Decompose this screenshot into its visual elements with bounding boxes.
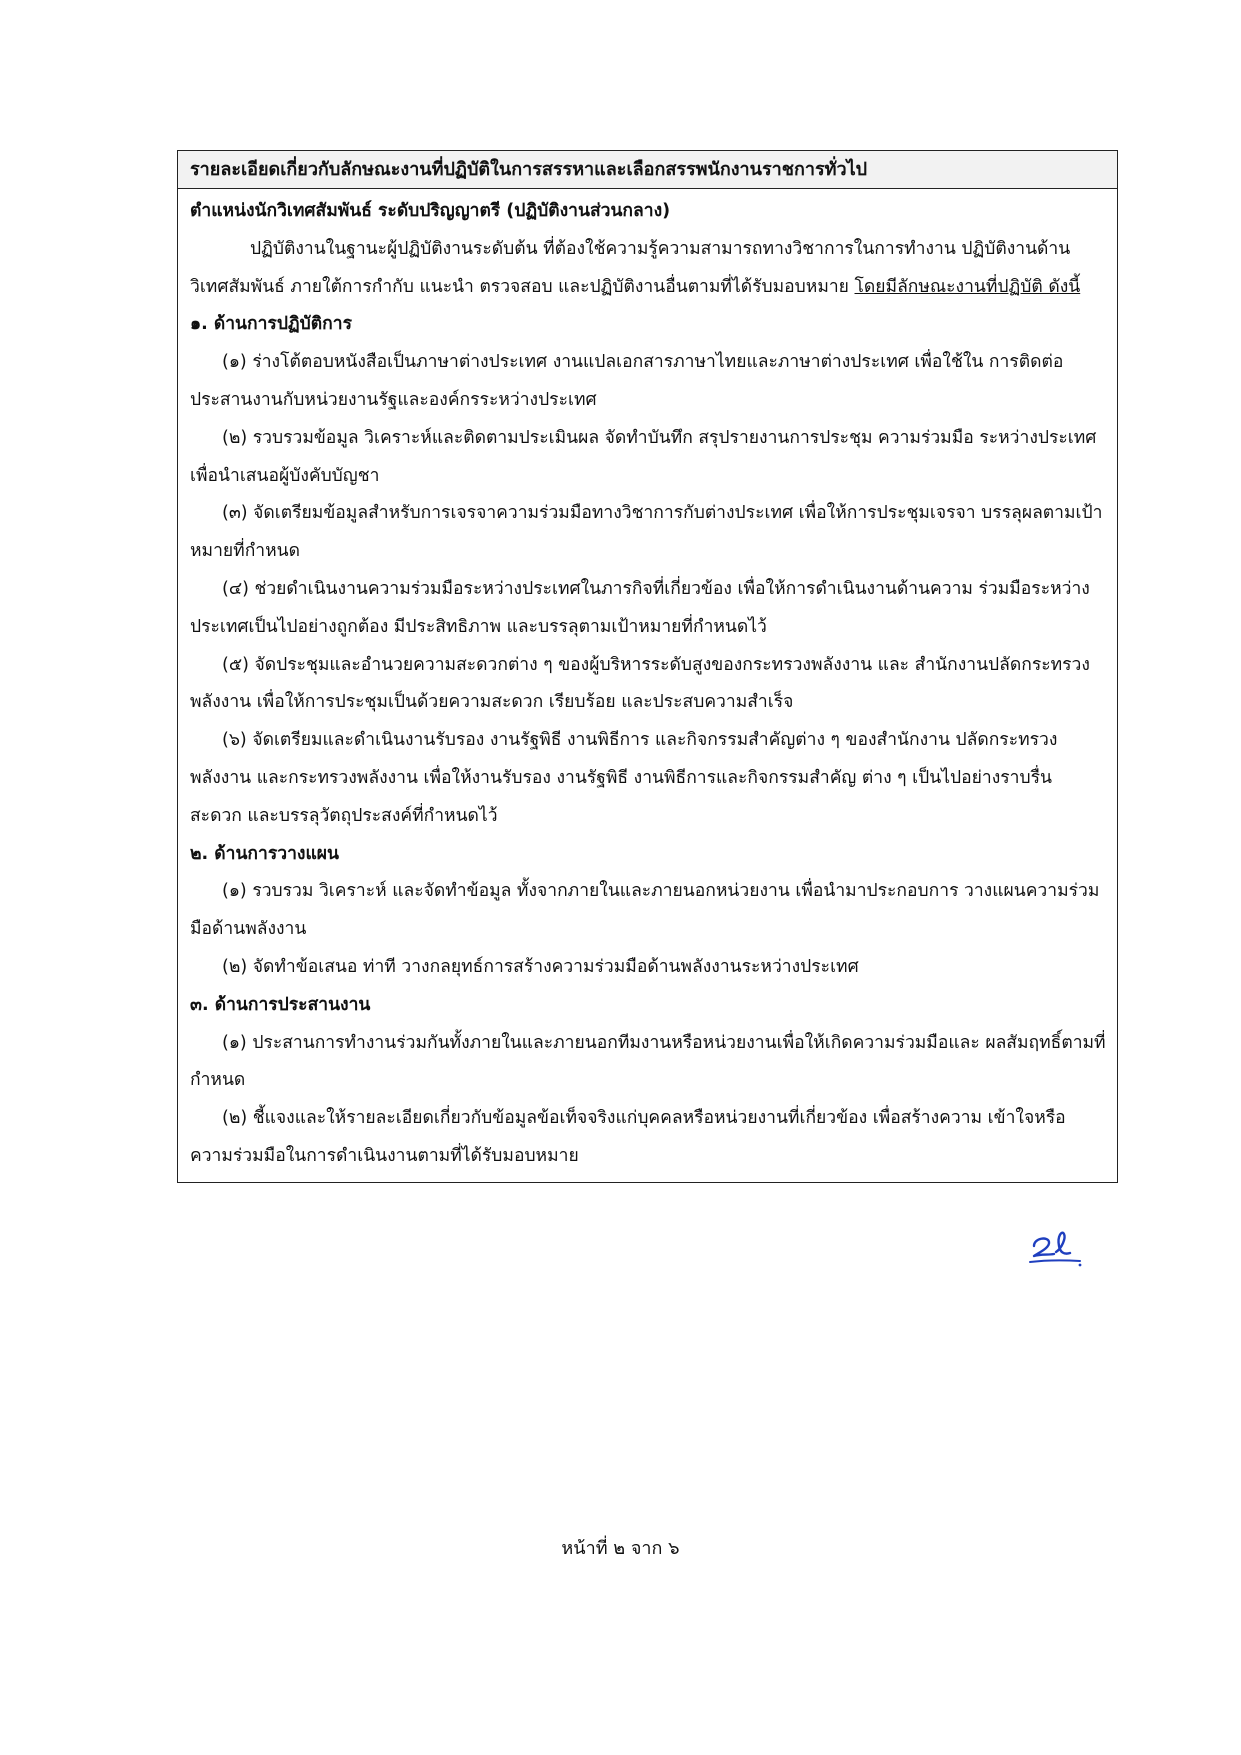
- intro-text: ปฏิบัติงานในฐานะผู้ปฏิบัติงานระดับต้น ที่ต้องใช้ความรู้ความสามารถทางวิชาการในการทำงาน ปฏิบัติงานด้านวิเทศสัมพันธ์ ภายใต้การกำกับ แนะนำ ตรวจสอบ และปฏิบัติงานอื่นตามที่ได้รับมอบหมาย: [190, 238, 1071, 297]
- document-body: [178, 189, 1117, 1182]
- list-item: (๖) จัดเตรียมและดำเนินงานรับรอง งานรัฐพิธี งานพิธีการ และกิจกรรมสำคัญต่าง ๆ ของสำนักงาน ปลัดกระทรวงพลังงาน และกระทรวงพลังงาน เพื่อให้งานรับรอง งานรัฐพิธี งานพิธีการและกิจกรรมสำคัญ ต่าง ๆ เป็นไปอย่างราบรื่น สะดวก และบรรลุวัตถุประสงค์ที่กำหนดไว้: [190, 730, 1058, 826]
- list-item: (๑) ประสานการทำงานร่วมกันทั้งภายในและภายนอกทีมงานหรือหน่วยงานเพื่อให้เกิดความร่วมมือและ ผลสัมฤทธิ์ตามที่กำหนด: [190, 1032, 1106, 1091]
- list-item: (๑) รวบรวม วิเคราะห์ และจัดทำข้อมูล ทั้งจากภายในและภายนอกหน่วยงาน เพื่อนำมาประกอบการ วางแผนความร่วมมือด้านพลังงาน: [190, 881, 1100, 940]
- intro-paragraph: [190, 231, 1107, 307]
- section-heading-planning: ๒. ด้านการวางแผน: [190, 843, 339, 864]
- intro-underlined-text: โดยมีลักษณะงานที่ปฏิบัติ ดังนี้: [854, 276, 1081, 297]
- position-heading: ตำแหน่งนักวิเทศสัมพันธ์ ระดับปริญญาตรี (ปฏิบัติงานส่วนกลาง): [190, 201, 671, 221]
- section-heading-coordination: ๓. ด้านการประสานงาน: [190, 994, 371, 1015]
- handwritten-signature: [1028, 1222, 1084, 1268]
- list-item: (๒) จัดทำข้อเสนอ ท่าที วางกลยุทธ์การสร้างความร่วมมือด้านพลังงานระหว่างประเทศ: [222, 956, 859, 977]
- document-title: รายละเอียดเกี่ยวกับลักษณะงานที่ปฏิบัติในการสรรหาและเลือกสรรพนักงานราชการทั่วไป: [178, 151, 1117, 189]
- list-item: (๒) รวบรวมข้อมูล วิเคราะห์และติดตามประเมินผล จัดทำบันทึก สรุปรายงานการประชุม ความร่วมมือ ระหว่างประเทศเพื่อนำเสนอผู้บังคับบัญชา: [190, 427, 1097, 486]
- page-number: หน้าที่ ๒ จาก ๖: [561, 1538, 680, 1559]
- section-heading-operations: ๑. ด้านการปฏิบัติการ: [190, 314, 352, 335]
- job-description-table: [177, 150, 1118, 1183]
- list-item: (๑) ร่างโต้ตอบหนังสือเป็นภาษาต่างประเทศ งานแปลเอกสารภาษาไทยและภาษาต่างประเทศ เพื่อใช้ใน การติดต่อประสานงานกับหน่วยงานรัฐและองค์กรระหว่างประเทศ: [190, 352, 1064, 410]
- list-item: (๒) ชี้แจงและให้รายละเอียดเกี่ยวกับข้อมูลข้อเท็จจริงแก่บุคคลหรือหน่วยงานที่เกี่ยวข้อง เพื่อสร้างความ เข้าใจหรือความร่วมมือในการดำเนินงานตามที่ได้รับมอบหมาย: [190, 1108, 1066, 1166]
- list-item: (๕) จัดประชุมและอำนวยความสะดวกต่าง ๆ ของผู้บริหารระดับสูงของกระทรวงพลังงาน และ สำนักงานปลัดกระทรวงพลังงาน เพื่อให้การประชุมเป็นด้วยความสะดวก เรียบร้อย และประสบความสำเร็จ: [190, 654, 1090, 713]
- list-item: (๓) จัดเตรียมข้อมูลสำหรับการเจรจาความร่วมมือทางวิชาการกับต่างประเทศ เพื่อให้การประชุมเจรจา บรรลุผลตามเป้าหมายที่กำหนด: [190, 503, 1103, 562]
- list-item: (๔) ช่วยดำเนินงานความร่วมมือระหว่างประเทศในภารกิจที่เกี่ยวข้อง เพื่อให้การดำเนินงานด้านความ ร่วมมือระหว่างประเทศเป็นไปอย่างถูกต้อง มีประสิทธิภาพ และบรรลุตามเป้าหมายที่กำหนดไว้: [190, 578, 1090, 637]
